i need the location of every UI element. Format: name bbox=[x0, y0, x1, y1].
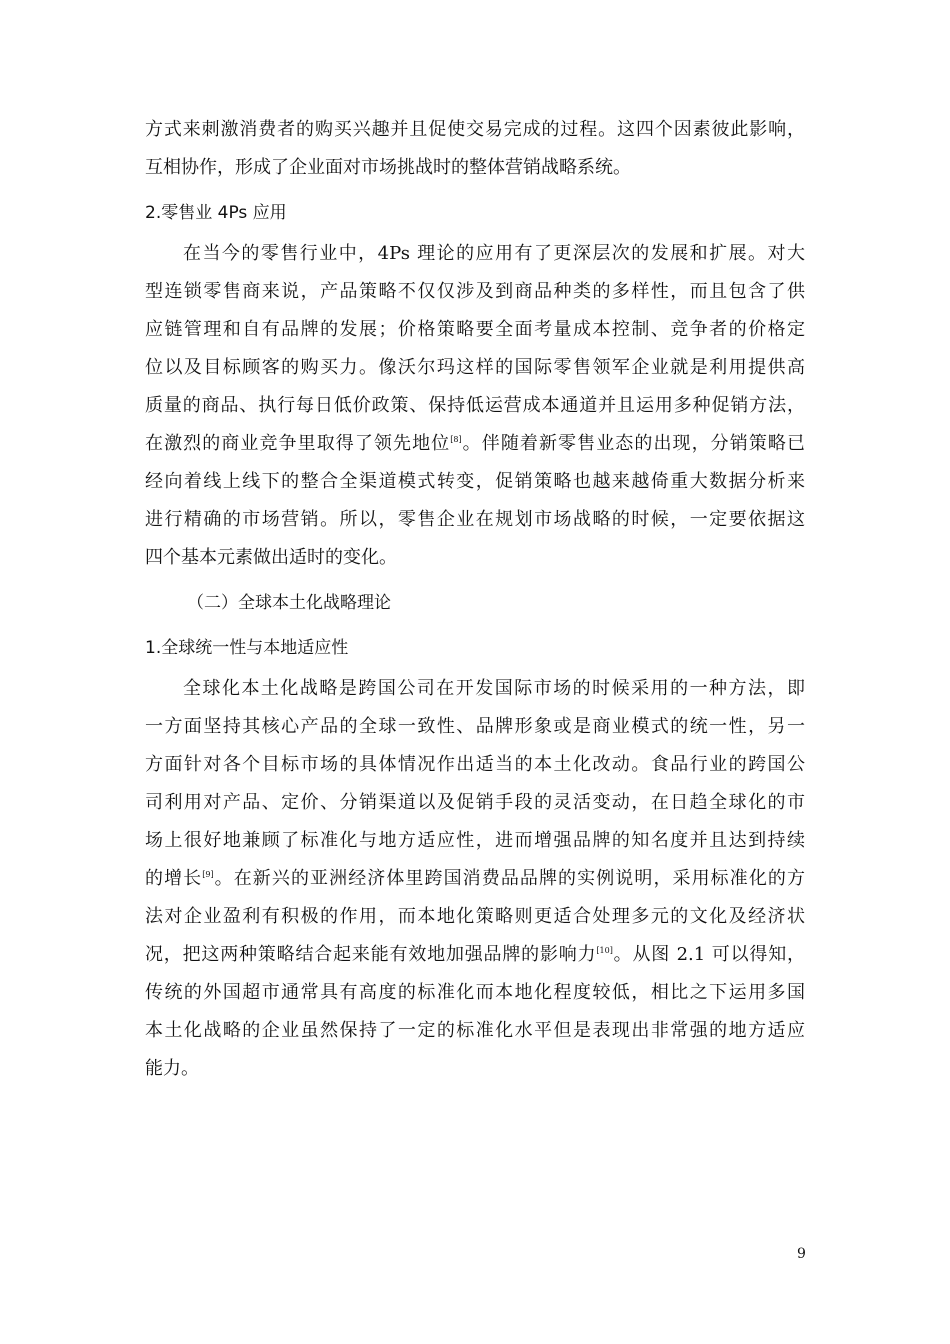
paragraph-line: 一方面坚持其核心产品的全球一致性、品牌形象或是商业模式的统一性，另一 bbox=[145, 716, 805, 737]
paragraph-line: 互相协作，形成了企业面对市场挑战时的整体营销战略系统。 bbox=[145, 157, 631, 178]
paragraph-line: 场上很好地兼顾了标准化与地方适应性，进而增强品牌的知名度并且达到持续 bbox=[145, 830, 805, 851]
paragraph-line: 在当今的零售行业中，4Ps 理论的应用有了更深层次的发展和扩展。对大 bbox=[183, 243, 805, 264]
paragraph-line: 司利用对产品、定价、分销渠道以及促销手段的灵活变动，在日趋全球化的市 bbox=[145, 792, 805, 813]
citation-ref: [9] bbox=[202, 870, 214, 879]
paragraph-line-with-citation bbox=[145, 432, 805, 456]
section-subheading-global-local: 1.全球统一性与本地适应性 bbox=[145, 638, 349, 658]
text-run: 况，把这两种策略结合起来能有效地加强品牌的影响力 bbox=[145, 944, 597, 965]
paragraph-line: 四个基本元素做出适时的变化。 bbox=[145, 547, 397, 568]
section-title-glocalization: （二）全球本土化战略理论 bbox=[187, 593, 391, 613]
paragraph-line: 质量的商品、执行每日低价政策、保持低运营成本通道并且运用多种促销方法， bbox=[145, 395, 805, 416]
citation-ref: [10] bbox=[596, 946, 613, 955]
text-run: 。伴随着新零售业态的出现，分销策略已 bbox=[461, 433, 805, 454]
text-run: 在激烈的商业竞争里取得了领先地位 bbox=[145, 433, 451, 454]
paragraph-line: 方式来刺激消费者的购买兴趣并且促使交易完成的过程。这四个因素彼此影响， bbox=[145, 119, 805, 140]
paragraph-line: 能力。 bbox=[145, 1058, 199, 1079]
paragraph-line: 经向着线上线下的整合全渠道模式转变，促销策略也越来越倚重大数据分析来 bbox=[145, 471, 805, 492]
paragraph-line: 位以及目标顾客的购买力。像沃尔玛这样的国际零售领军企业就是利用提供高 bbox=[145, 357, 805, 378]
paragraph-line: 法对企业盈利有积极的作用，而本地化策略则更适合处理多元的文化及经济状 bbox=[145, 906, 805, 927]
text-run: 。从图 2.1 可以得知， bbox=[612, 944, 806, 965]
text-run: 。在新兴的亚洲经济体里跨国消费品品牌的实例说明，采用标准化的方 bbox=[213, 868, 805, 889]
paragraph-line: 方面针对各个目标市场的具体情况作出适当的本土化改动。食品行业的跨国公 bbox=[145, 754, 805, 775]
section-heading-retail-4ps: 2.零售业 4Ps 应用 bbox=[145, 203, 287, 223]
paragraph-line: 传统的外国超市通常具有高度的标准化而本地化程度较低，相比之下运用多国 bbox=[145, 982, 805, 1003]
paragraph-line: 本土化战略的企业虽然保持了一定的标准化水平但是表现出非常强的地方适应 bbox=[145, 1020, 805, 1041]
paragraph-line: 应链管理和自有品牌的发展；价格策略要全面考量成本控制、竞争者的价格定 bbox=[145, 319, 805, 340]
paragraph-line-with-citation bbox=[145, 943, 805, 967]
paragraph-line: 进行精确的市场营销。所以，零售企业在规划市场战略的时候，一定要依据这 bbox=[145, 509, 805, 530]
citation-ref: [8] bbox=[450, 435, 462, 444]
paragraph-line: 型连锁零售商来说，产品策略不仅仅涉及到商品种类的多样性，而且包含了供 bbox=[145, 281, 805, 302]
paragraph-line-with-citation bbox=[145, 867, 805, 891]
paragraph-line: 全球化本土化战略是跨国公司在开发国际市场的时候采用的一种方法，即 bbox=[183, 678, 805, 699]
text-run: 的增长 bbox=[145, 868, 203, 889]
page-number: 9 bbox=[797, 1246, 806, 1262]
